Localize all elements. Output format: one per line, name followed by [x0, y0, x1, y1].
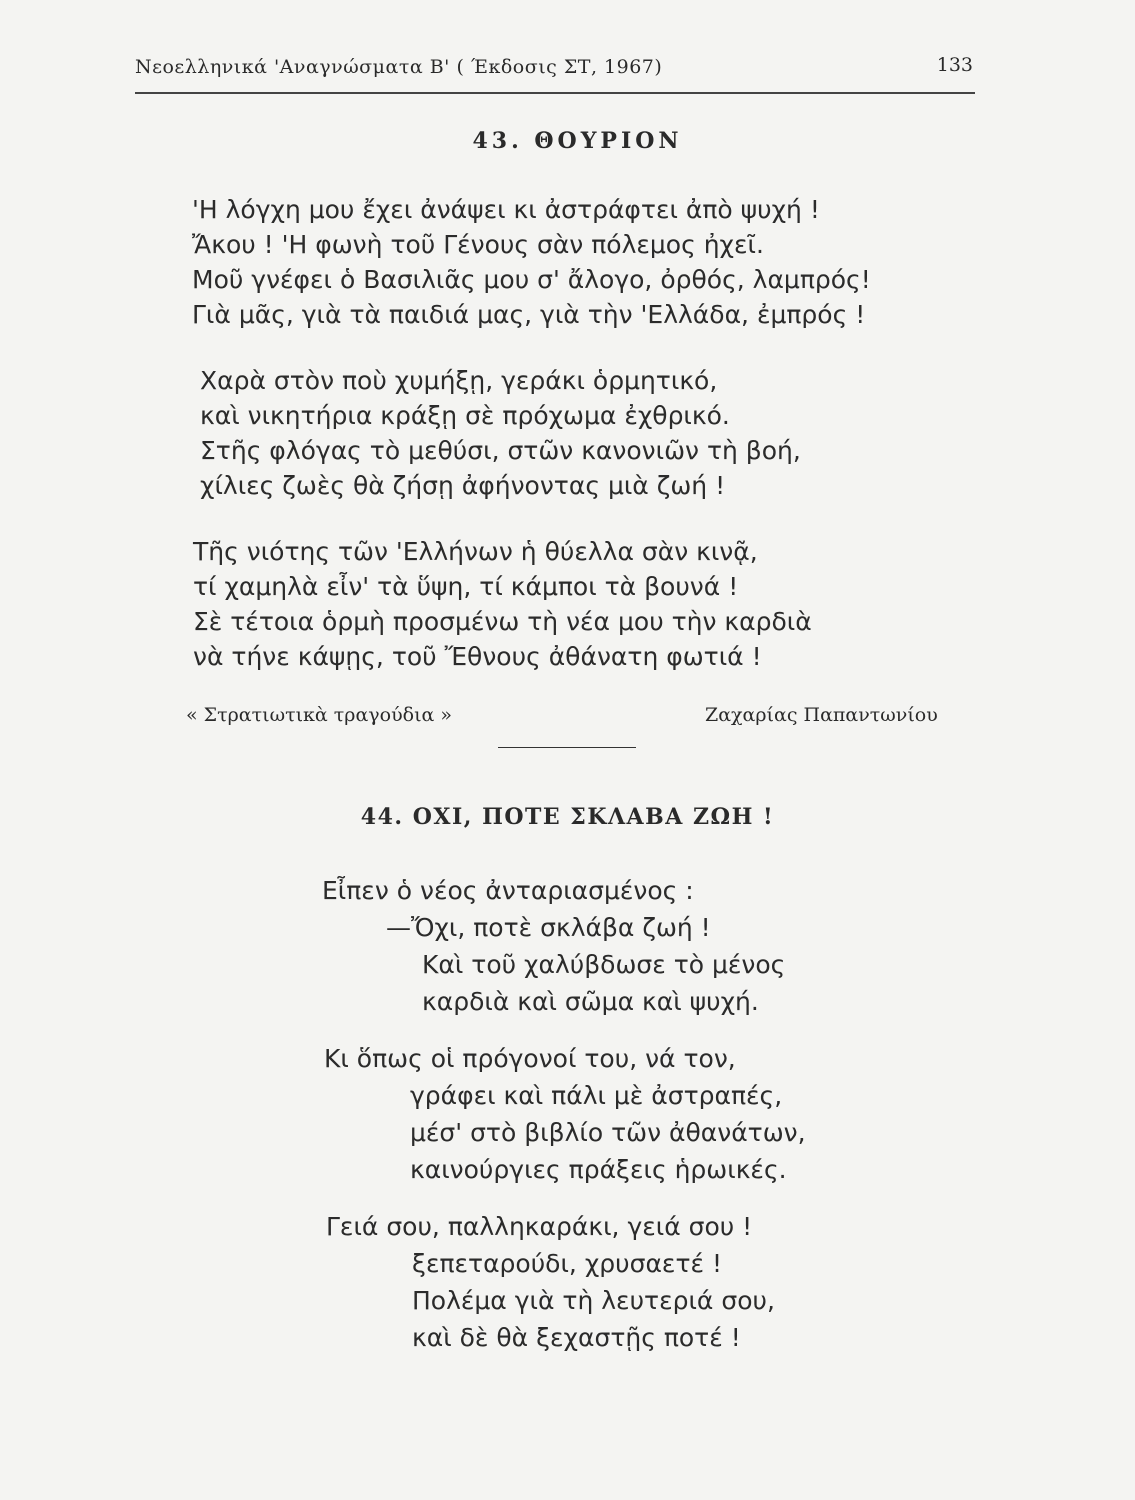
verse-line: Μοῦ γνέφει ὁ Βασιλιᾶς μου σ' ἄλογο, ὀρθός, λαμπρός! — [192, 265, 871, 294]
header-title: Νεοελληνικά 'Αναγνώσματα Β' ( Έκδοσις ΣΤ, 1967) — [135, 56, 663, 78]
poem-44-stanza-1 — [322, 872, 785, 1020]
verse-line: Γειά σου, παλληκαράκι, γειά σου ! — [326, 1212, 753, 1241]
verse-line: Σὲ τέτοια ὁρμὴ προσμένω τὴ νέα μου τὴν καρδιὰ — [193, 607, 812, 636]
poem-43-author: Ζαχαρίας Παπαντωνίου — [705, 704, 938, 726]
verse-line: καινούργιες πράξεις ἡρωικές. — [410, 1155, 787, 1184]
page-number: 133 — [936, 54, 973, 76]
poem-43-source: « Στρατιωτικὰ τραγούδια » — [186, 704, 453, 726]
verse-line: χίλιες ζωὲς θὰ ζήσῃ ἀφήνοντας μιὰ ζωή ! — [200, 471, 726, 500]
verse-line: Κι ὅπως οἱ πρόγονοί του, νά τον, — [324, 1044, 736, 1073]
verse-line: Στῆς φλόγας τὸ μεθύσι, στῶν κανονιῶν τὴ βοή, — [200, 436, 801, 465]
poem-43-stanza-1 — [192, 192, 871, 332]
poem-43-stanza-3 — [193, 534, 812, 674]
verse-line: γράφει καὶ πάλι μὲ ἀστραπές, — [410, 1081, 783, 1110]
verse-line: 'Η λόγχη μου ἔχει ἀνάψει κι ἀστράφτει ἀπὸ ψυχή ! — [192, 195, 820, 224]
verse-line: μέσ' στὸ βιβλίο τῶν ἀθανάτων, — [410, 1118, 806, 1147]
verse-line: νὰ τήνε κάψῃς, τοῦ Ἔθνους ἀθάνατη φωτιά ! — [193, 642, 762, 671]
poem-43-heading: 43. ΘΟΥΡΙΟΝ — [472, 128, 683, 154]
verse-line: Γιὰ μᾶς, γιὰ τὰ παιδιά μας, γιὰ τὴν 'Ελλάδα, ἐμπρός ! — [192, 300, 866, 329]
poem-44-heading: 44. ΟΧΙ, ΠΟΤΕ ΣΚΛΑΒΑ ΖΩΗ ! — [360, 804, 775, 830]
verse-line: ξεπεταρούδι, χρυσαετέ ! — [412, 1249, 722, 1278]
verse-line: Εἶπεν ὁ νέος ἀνταριασμένος : — [322, 876, 694, 905]
verse-line: τί χαμηλὰ εἶν' τὰ ὕψη, τί κάμποι τὰ βουνά ! — [193, 572, 739, 601]
verse-line: καὶ νικητήρια κράξῃ σὲ πρόχωμα ἐχθρικό. — [200, 401, 730, 430]
verse-line: Καὶ τοῦ χαλύβδωσε τὸ μένος — [422, 950, 786, 979]
verse-line: Χαρὰ στὸν ποὺ χυμήξῃ, γεράκι ὁρμητικό, — [200, 366, 718, 395]
section-divider — [498, 747, 636, 748]
verse-line: Πολέμα γιὰ τὴ λευτεριά σου, — [412, 1286, 775, 1315]
verse-line: καὶ δὲ θὰ ξεχαστῇς ποτέ ! — [412, 1323, 741, 1352]
verse-line: Ἄκου ! 'Η φωνὴ τοῦ Γένους σὰν πόλεμος ἠχεῖ. — [192, 230, 764, 259]
verse-line: Τῆς νιότης τῶν 'Ελλήνων ἡ θύελλα σὰν κινᾷ, — [193, 537, 758, 566]
poem-43-stanza-2 — [200, 363, 801, 503]
verse-line: καρδιὰ καὶ σῶμα καὶ ψυχή. — [422, 987, 759, 1016]
verse-line: —Ὄχι, ποτὲ σκλάβα ζωή ! — [386, 913, 711, 942]
poem-44-stanza-2 — [324, 1040, 806, 1188]
poem-44-stanza-3 — [326, 1208, 775, 1356]
running-header — [135, 52, 975, 94]
